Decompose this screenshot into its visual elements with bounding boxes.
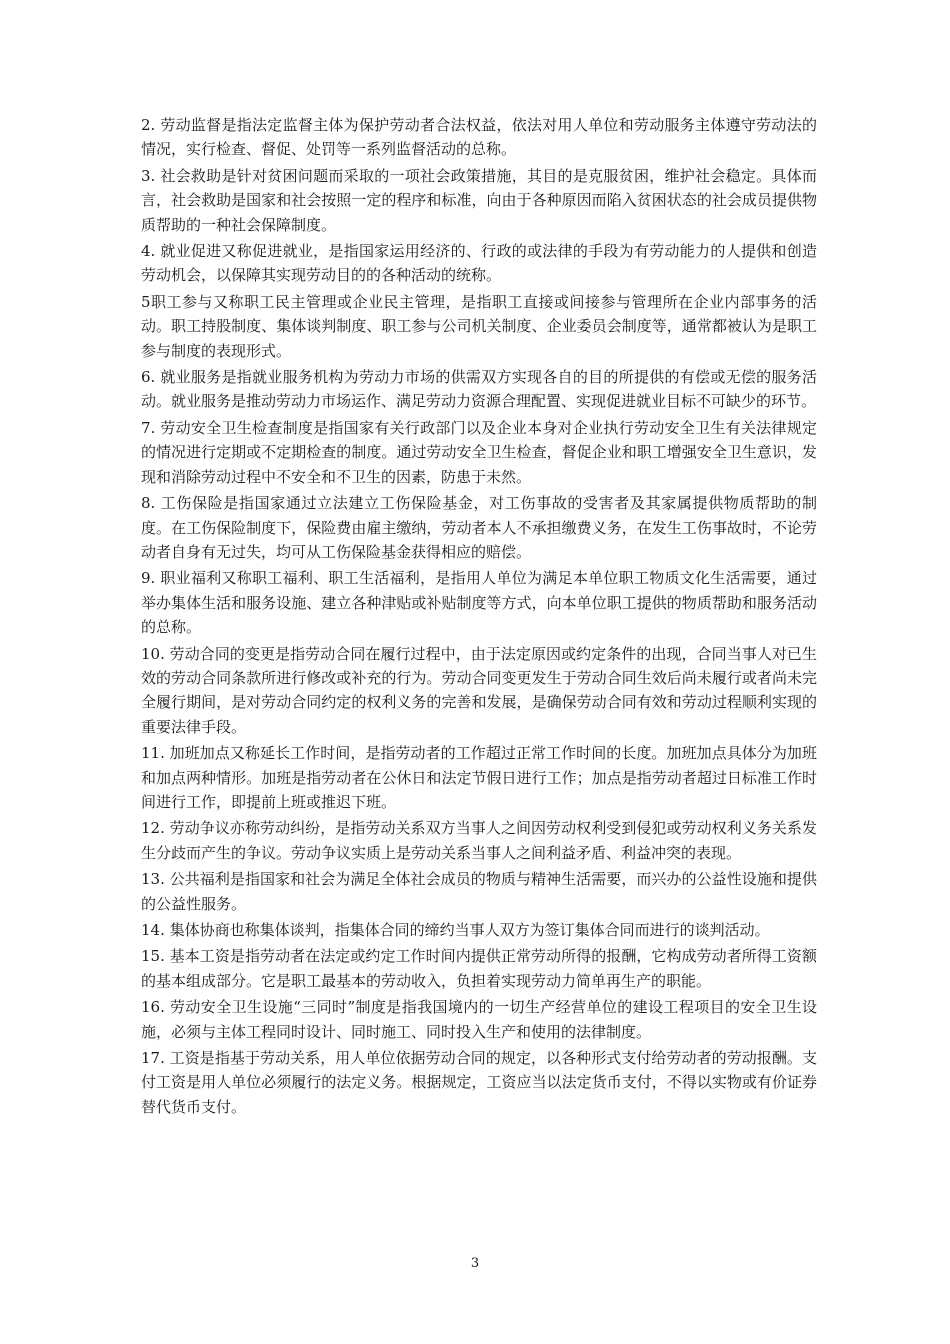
paragraph-17: 17. 工资是指基于劳动关系，用人单位依据劳动合同的规定，以各种形式支付给劳动者的劳动报酬。支付工资是用人单位必须履行的法定义务。根据规定，工资应当以法定货币支付，不得以实物或有价证券替代货币支付。 <box>141 1049 817 1116</box>
paragraph-12: 12. 劳动争议亦称劳动纠纷，是指劳动关系双方当事人之间因劳动权利受到侵犯或劳动权利义务关系发生分歧而产生的争议。劳动争议实质上是劳动关系当事人之间利益矛盾、利益冲突的表现。 <box>141 819 817 862</box>
paragraph-10: 10. 劳动合同的变更是指劳动合同在履行过程中，由于法定原因或约定条件的出现，合同当事人对已生效的劳动合同条款所进行修改或补充的行为。劳动合同变更发生于劳动合同生效后尚未履行或者尚未完全履行期间，是对劳动合同约定的权利义务的完善和发展，是确保劳动合同有效和劳动过程顺利实现的重要法律手段。 <box>141 644 817 736</box>
paragraph-2: 2. 劳动监督是指法定监督主体为保护劳动者合法权益，依法对用人单位和劳动服务主体遵守劳动法的情况，实行检查、督促、处罚等一系列监督活动的总称。 <box>141 116 817 159</box>
paragraph-5: 5职工参与又称职工民主管理或企业民主管理，是指职工直接或间接参与管理所在企业内部事务的活动。职工持股制度、集体谈判制度、职工参与公司机关制度、企业委员会制度等，通常都被认为是职工参与制度的表现形式。 <box>141 292 817 360</box>
paragraph-16: 16. 劳动安全卫生设施“三同时”制度是指我国境内的一切生产经营单位的建设工程项目的安全卫生设施，必须与主体工程同时设计、同时施工、同时投入生产和使用的法律制度。 <box>141 998 817 1041</box>
paragraph-7: 7. 劳动安全卫生检查制度是指国家有关行政部门以及企业本身对企业执行劳动安全卫生有关法律规定的情况进行定期或不定期检查的制度。通过劳动安全卫生检查，督促企业和职工增强安全卫生意识，发现和消除劳动过程中不安全和不卫生的因素，防患于未然。 <box>141 418 817 486</box>
paragraph-15: 15. 基本工资是指劳动者在法定或约定工作时间内提供正常劳动所得的报酬，它构成劳动者所得工资额的基本组成部分。它是职工最基本的劳动收入，负担着实现劳动力简单再生产的职能。 <box>141 947 817 990</box>
paragraph-3: 3. 社会救助是针对贫困问题而采取的一项社会政策措施，其目的是克服贫困，维护社会稳定。具体而言，社会救助是国家和社会按照一定的程序和标准，向由于各种原因而陷入贫困状态的社会成员提供物质帮助的一种社会保障制度。 <box>141 166 817 234</box>
page-number: 3 <box>470 1256 480 1271</box>
paragraph-11: 11. 加班加点又称延长工作时间，是指劳动者的工作超过正常工作时间的长度。加班加点具体分为加班和加点两种情形。加班是指劳动者在公休日和法定节假日进行工作；加点是指劳动者超过日标准工作时间进行工作，即提前上班或推迟下班。 <box>141 744 817 811</box>
body-text <box>141 113 817 1121</box>
paragraph-6: 6. 就业服务是指就业服务机构为劳动力市场的供需双方实现各自的目的所提供的有偿或无偿的服务活动。就业服务是推动劳动力市场运作、满足劳动力资源合理配置、实现促进就业目标不可缺少的环节。 <box>141 368 817 411</box>
paragraph-14: 14. 集体协商也称集体谈判，指集体合同的缔约当事人双方为签订集体合同而进行的谈判活动。 <box>141 921 770 939</box>
paragraph-4: 4. 就业促进又称促进就业，是指国家运用经济的、行政的或法律的手段为有劳动能力的人提供和创造劳动机会，以保障其实现劳动目的的各种活动的统称。 <box>141 242 817 285</box>
paragraph-8: 8. 工伤保险是指国家通过立法建立工伤保险基金，对工伤事故的受害者及其家属提供物质帮助的制度。在工伤保险制度下，保险费由雇主缴纳，劳动者本人不承担缴费义务，在发生工伤事故时，不论劳动者自身有无过失，均可从工伤保险基金获得相应的赔偿。 <box>141 494 817 561</box>
paragraph-13: 13. 公共福利是指国家和社会为满足全体社会成员的物质与精神生活需要，而兴办的公益性设施和提供的公益性服务。 <box>141 870 817 913</box>
paragraph-9: 9. 职业福利又称职工福利、职工生活福利，是指用人单位为满足本单位职工物质文化生活需要，通过举办集体生活和服务设施、建立各种津贴或补贴制度等方式，向本单位职工提供的物质帮助和服务活动的总称。 <box>141 569 817 637</box>
